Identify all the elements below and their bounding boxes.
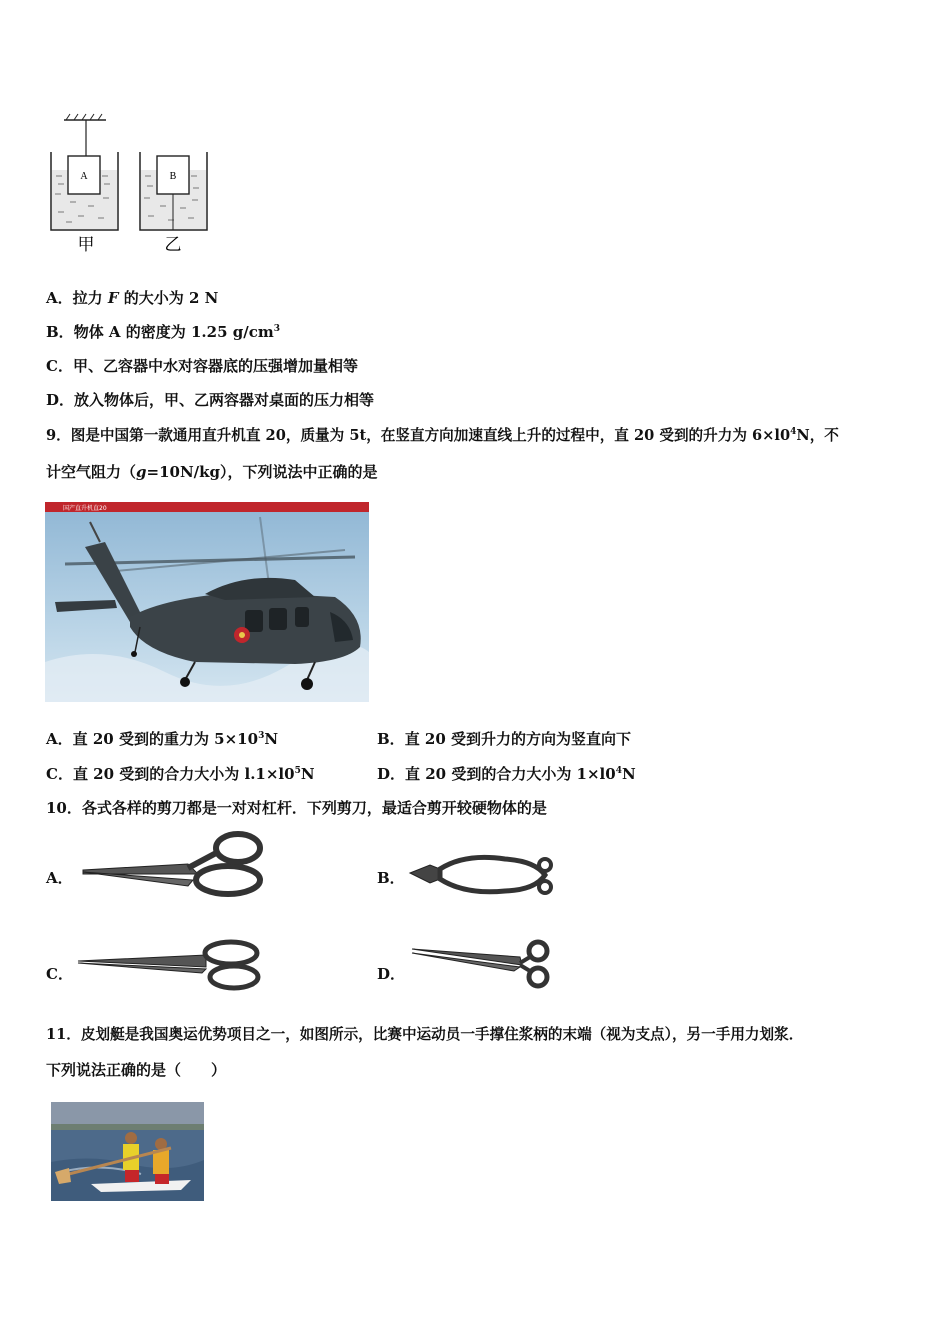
scissors-b-image xyxy=(405,845,560,905)
q9-stem-line1: 9．图是中国第一款通用直升机直 20，质量为 5t，在竖直方向加速直线上升的过程中，直 20 受到的升力为 $6\times l0^4N$，不 xyxy=(46,427,839,444)
scissors-a-image xyxy=(78,828,268,898)
q8-option-d: D．放入物体后，甲、乙两容器对桌面的压力相等 xyxy=(46,391,375,409)
caption-jia: 甲 xyxy=(77,235,95,255)
q11-stem-line1: 11．皮划艇是我国奥运优势项目之一，如图所示，比赛中运动员一手撑住浆柄的末端（视为支点），另一手用力划浆． xyxy=(46,1026,804,1043)
q10-label-c: C． xyxy=(46,965,73,983)
q10-label-a: A． xyxy=(46,869,73,887)
q8-option-c: C．甲、乙容器中水对容器底的压强增加量相等 xyxy=(46,357,358,375)
scissors-c-image xyxy=(76,937,266,992)
q11-stem-line2: 下列说法正确的是（ ） xyxy=(46,1061,227,1079)
q8-option-b: B．物体 A 的密度为 1.25 $g/cm^3$ xyxy=(46,323,280,341)
kayak-photo xyxy=(51,1102,204,1201)
photo-banner-text: 国产直升机直20 xyxy=(63,505,107,512)
q9-option-a: A．直 20 受到的重力为 $5\times 10^3N$ xyxy=(46,730,279,748)
block-a-label: A xyxy=(80,171,88,182)
q9-stem-line2: 计空气阻力（g=10N/kg），下列说法中正确的是 xyxy=(46,463,378,481)
q8-option-a: A．拉力 F 的大小为 2 N xyxy=(46,289,219,307)
q10-stem: 10．各式各样的剪刀都是一对对杠杆．下列剪刀，最适合剪开较硬物体的是 xyxy=(46,799,547,817)
block-b-label: B xyxy=(169,171,177,182)
containers-diagram xyxy=(48,112,218,257)
q10-label-b: B． xyxy=(377,869,405,887)
q10-label-d: D． xyxy=(377,965,406,983)
q9-option-b: B．直 20 受到升力的方向为竖直向下 xyxy=(377,730,632,748)
q9-option-c: C．直 20 受到的合力大小为 $l.1\times l0^5N$ xyxy=(46,765,315,783)
scissors-d-image xyxy=(410,935,565,995)
q8-figure xyxy=(48,112,218,257)
q9-option-d: D．直 20 受到的合力大小为 $1\times l0^4N$ xyxy=(377,765,636,783)
caption-yi: 乙 xyxy=(164,235,182,255)
helicopter-photo xyxy=(45,502,369,702)
